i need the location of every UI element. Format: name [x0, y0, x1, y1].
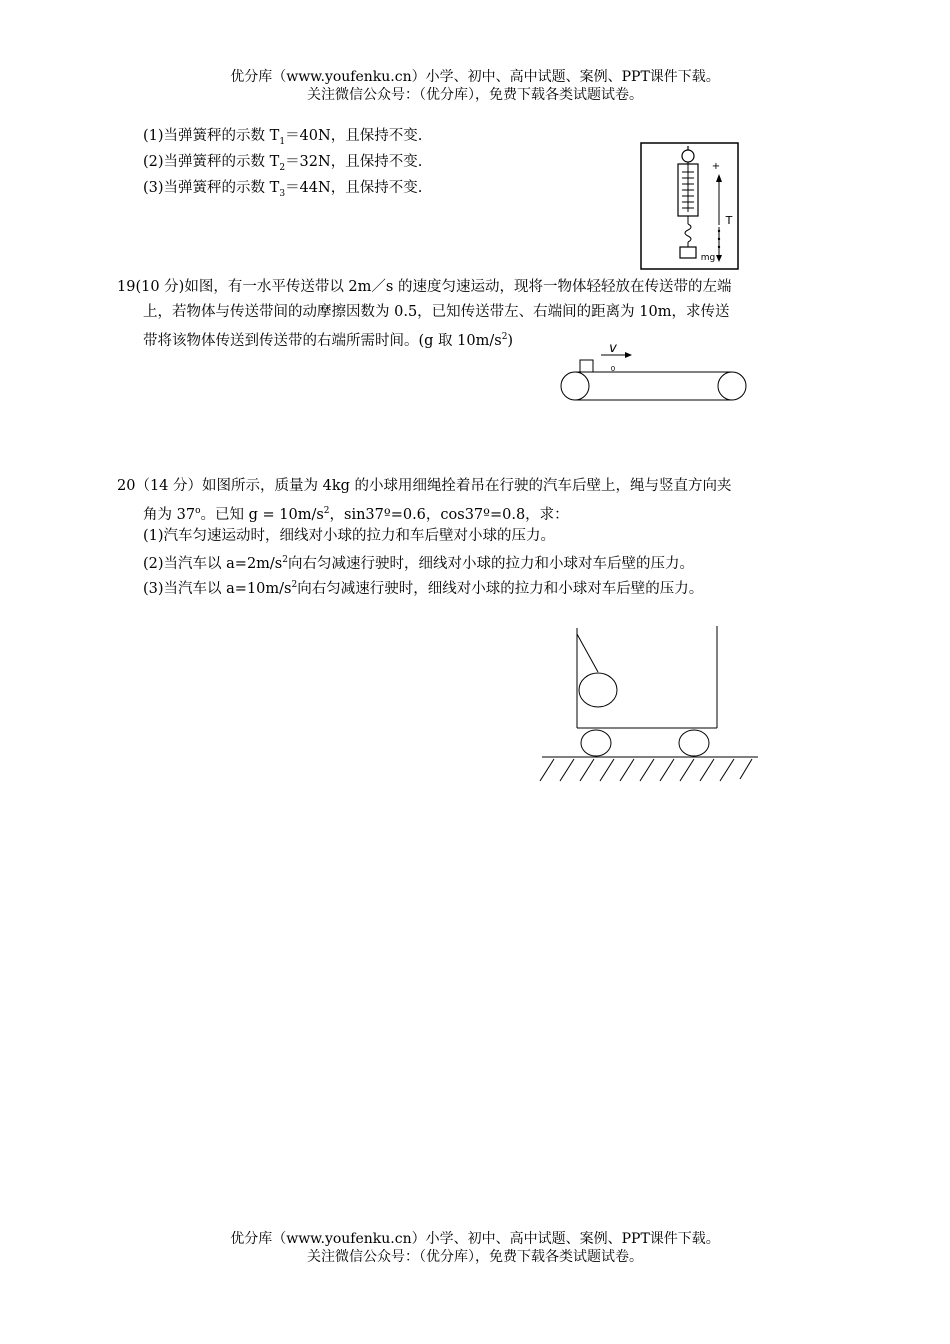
q18-item-2-pre: (2)当弹簧秤的示数 T [143, 154, 280, 170]
spring-scale-plus-label: + [711, 161, 721, 172]
q18-item-3-post: ＝44N，且保持不变. [285, 180, 423, 196]
car-ball-figure [538, 622, 768, 792]
q18-item-3-sub: 3 [279, 188, 286, 199]
q20-item-3 [143, 575, 703, 599]
page-footer [0, 1230, 950, 1266]
block-on-belt [580, 360, 593, 372]
spring-scale-figure [640, 142, 740, 272]
string [577, 634, 598, 672]
q20-item-2-pre: (2)当汽车以 a=2m/s [143, 555, 283, 572]
q19-line-2: 上，若物体与传送带间的动摩擦因数为 0.5，已知传送带左、右端间的距离为 10m，求传送 [143, 304, 730, 320]
q20-line-2 [143, 501, 569, 525]
q19-line-3-post: ) [507, 332, 514, 349]
q20-item-2-sup: 2 [282, 555, 288, 565]
q18-item-3 [143, 178, 422, 204]
q20-line-2-b: o [195, 506, 201, 516]
q18-item-2-sub: 2 [279, 162, 286, 173]
q20-line-1: 20（14 分）如图所示，质量为 4kg 的小球用细绳拴着吊在行驶的汽车后壁上，绳与竖直方向夹 [117, 478, 732, 494]
velocity-subscript: 0 [610, 365, 616, 373]
q18-item-2 [143, 152, 422, 178]
footer-line-1: 优分库（www.youfenku.cn）小学、初中、高中试题、案例、PPT课件下载。 [230, 1231, 720, 1247]
q20-line-2-e: ，sin37º=0.6，cos37º=0.8，求： [329, 506, 569, 523]
q18-item-1-sub: 1 [279, 136, 286, 147]
gravity-label: mg [700, 253, 716, 263]
header-line-2: 关注微信公众号：（优分库），免费下载各类试题试卷。 [307, 87, 643, 103]
q18-item-3-pre: (3)当弹簧秤的示数 T [143, 180, 280, 196]
q20-item-2-post: 向右匀减速行驶时，细线对小球的拉力和小球对车后壁的压力。 [287, 555, 694, 572]
q19-line-3-pre: 带将该物体传送到传送带的右端所需时间。(g 取 10m/s [143, 332, 502, 349]
q20-item-2 [143, 550, 694, 574]
page-header [0, 68, 950, 104]
q18-item-1 [143, 126, 422, 152]
header-line-1: 优分库（www.youfenku.cn）小学、初中、高中试题、案例、PPT课件下载。 [230, 69, 720, 85]
q18-item-2-post: ＝32N，且保持不变. [285, 154, 423, 170]
velocity-label: v [609, 341, 617, 356]
q19-line-3-sup: 2 [501, 332, 508, 342]
q20-item-3-pre: (3)当汽车以 a=10m/s [143, 580, 292, 597]
conveyor-belt-figure [555, 338, 755, 408]
ball [579, 673, 617, 707]
q18-item-1-pre: (1)当弹簧秤的示数 T [143, 128, 280, 144]
q20-item-1: (1)汽车匀速运动时，细线对小球的拉力和车后壁对小球的压力。 [143, 528, 556, 544]
footer-line-2: 关注微信公众号：（优分库），免费下载各类试题试卷。 [307, 1249, 643, 1265]
q19-line-1: 19(10 分)如图，有一水平传送带以 2m／s 的速度匀速运动，现将一物体轻轻放在传送带的左端 [117, 279, 732, 295]
rear-wheel [581, 730, 611, 756]
q20-item-3-sup: 2 [291, 580, 298, 590]
q20-line-2-a: 角为 37 [143, 506, 196, 523]
q18-item-1-post: ＝40N，且保持不变. [285, 128, 423, 144]
q20-line-2-d: 2 [323, 506, 330, 516]
tension-label: T [725, 214, 733, 227]
q19-line-3 [143, 327, 513, 351]
front-wheel [679, 730, 709, 756]
q20-item-3-post: 向右匀减速行驶时，细线对小球的拉力和小球对车后壁的压力。 [297, 580, 704, 597]
q20-line-2-c: 。已知 g = 10m/s [200, 506, 324, 523]
